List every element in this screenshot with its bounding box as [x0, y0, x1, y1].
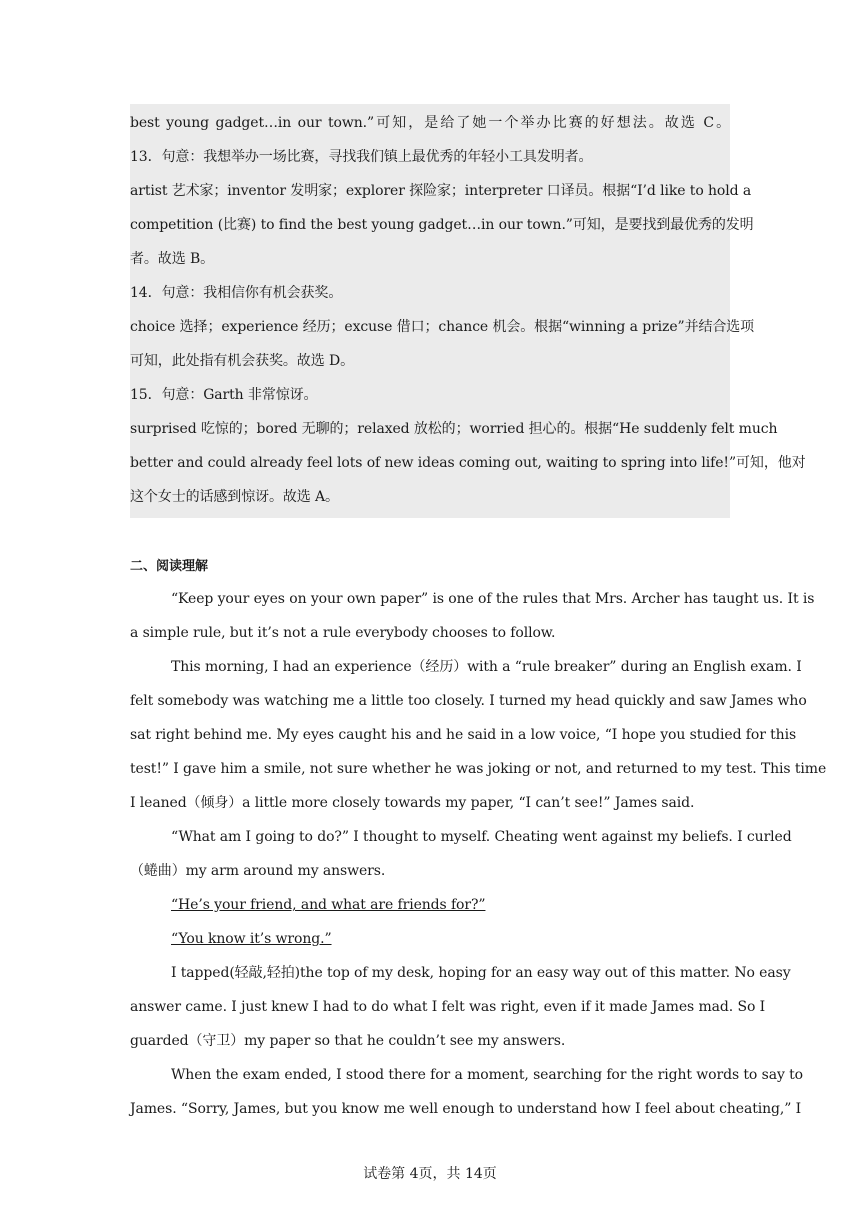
- answer-line: 13．句意：我想举办一场比赛，寻找我们镇上最优秀的年轻小工具发明者。: [130, 149, 593, 165]
- passage-line: “What am I going to do?” I thought to myself. Cheating went against my beliefs. I curled: [171, 829, 792, 845]
- passage-line: test!” I gave him a smile, not sure whether he was joking or not, and returned to my test. This time: [130, 761, 827, 777]
- passage-line: answer came. I just knew I had to do what I felt was right, even if it made James mad. So I: [130, 999, 766, 1015]
- passage-line: When the exam ended, I stood there for a moment, searching for the right words to say to: [171, 1067, 803, 1083]
- answer-line: better and could already feel lots of new ideas coming out, waiting to spring into life!”可知，他对: [130, 455, 806, 471]
- underlined-sentence: “He’s your friend, and what are friends for?”: [171, 897, 486, 913]
- passage-line: James. “Sorry, James, but you know me well enough to understand how I feel about cheating,” I: [130, 1101, 802, 1117]
- passage-line: （蜷曲）my arm around my answers.: [130, 863, 386, 879]
- answer-line: 15．句意：Garth 非常惊讶。: [130, 387, 318, 403]
- answer-line: competition (比赛) to find the best young gadget…in our town.”可知，是要找到最优秀的发明: [130, 217, 754, 233]
- passage-line: guarded（守卫）my paper so that he couldn’t see my answers.: [130, 1033, 566, 1049]
- answer-line: 者。故选 B。: [130, 251, 215, 267]
- answer-line: 这个女士的话感到惊讶。故选 A。: [130, 489, 339, 505]
- passage-line: sat right behind me. My eyes caught his and he said in a low voice, “I hope you studied for this: [130, 727, 797, 743]
- answer-line: surprised 吃惊的；bored 无聊的；relaxed 放松的；worried 担心的。根据“He suddenly felt much: [130, 421, 778, 437]
- passage-line: felt somebody was watching me a little too closely. I turned my head quickly and saw James who: [130, 693, 807, 709]
- passage-line: This morning, I had an experience（经历）with a “rule breaker” during an English exam. I: [171, 659, 802, 675]
- underlined-sentence: “You know it’s wrong.”: [171, 931, 332, 947]
- section-title: 二、阅读理解: [130, 559, 209, 574]
- answer-line: 可知，此处指有机会获奖。故选 D。: [130, 353, 354, 369]
- passage-line: a simple rule, but it’s not a rule everybody chooses to follow.: [130, 625, 556, 641]
- answer-line: 14．句意：我相信你有机会获奖。: [130, 285, 343, 301]
- answer-line: artist 艺术家；inventor 发明家；explorer 探险家；interpreter 口译员。根据“I’d like to hold a: [130, 183, 752, 199]
- answer-explanation-box: [130, 104, 806, 518]
- passage-line: “Keep your eyes on your own paper” is one of the rules that Mrs. Archer has taught us. It is: [171, 591, 815, 607]
- page-footer: 试卷第 4页，共 14页: [363, 1166, 497, 1182]
- passage-line: I tapped(轻敲,轻拍)the top of my desk, hoping for an easy way out of this matter. No easy: [171, 965, 791, 981]
- answer-line: choice 选择；experience 经历；excuse 借口；chance 机会。根据“winning a prize”并结合选项: [130, 319, 755, 335]
- passage-line: I leaned（倾身）a little more closely towards my paper, “I can’t see!” James said.: [130, 795, 695, 811]
- answer-line: best young gadget…in our town.”可知，是给了她一个举办比赛的好想法。故选 C。: [130, 115, 730, 131]
- reading-section: [130, 552, 827, 1126]
